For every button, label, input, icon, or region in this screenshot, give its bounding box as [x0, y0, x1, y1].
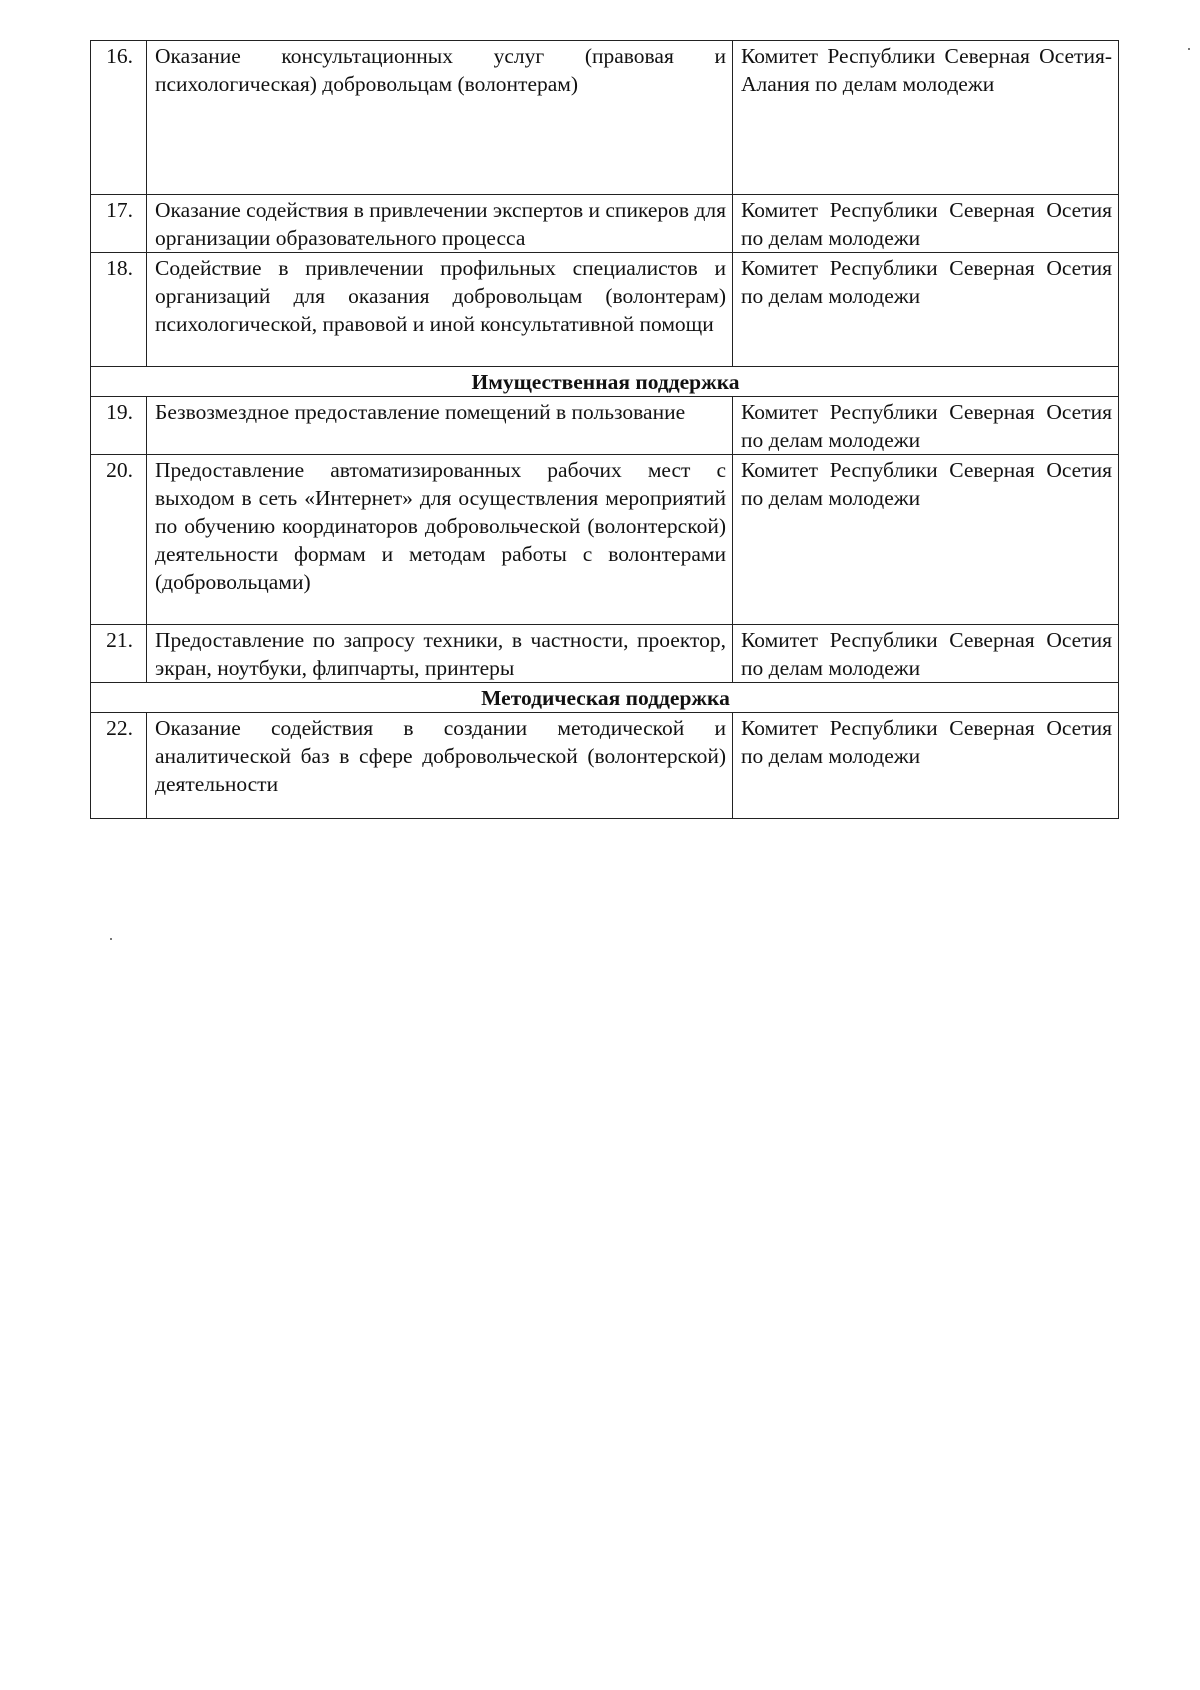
measure-description: Оказание консультационных услуг (правовая и психологическая) добровольцам (волонтерам)	[147, 41, 733, 195]
responsible-body: Комитет Республики Северная Осетия по делам молодежи	[733, 397, 1119, 455]
section-heading: Имущественная поддержка	[91, 367, 1119, 397]
table-row	[91, 455, 1119, 625]
row-number: 17.	[91, 195, 147, 253]
measure-description: Содействие в привлечении профильных специалистов и организаций для оказания добровольцам (волонтерам) психологической, правовой и иной консультативной помощи	[147, 253, 733, 367]
table-row	[91, 41, 1119, 195]
measure-description: Предоставление автоматизированных рабочих мест с выходом в сеть «Интернет» для осуществления мероприятий по обучению координаторов добровольческой (волонтерской) деятельности формам и методам работы с волонтерами (добровольцами)	[147, 455, 733, 625]
section-heading: Методическая поддержка	[91, 683, 1119, 713]
scan-speck	[110, 938, 112, 940]
row-number: 16.	[91, 41, 147, 195]
measures-table	[90, 40, 1119, 819]
responsible-body: Комитет Республики Северная Осетия-Алания по делам молодежи	[733, 41, 1119, 195]
row-number: 22.	[91, 713, 147, 819]
table-row	[91, 253, 1119, 367]
responsible-body: Комитет Республики Северная Осетия по делам молодежи	[733, 253, 1119, 367]
responsible-body: Комитет Республики Северная Осетия по делам молодежи	[733, 713, 1119, 819]
responsible-body: Комитет Республики Северная Осетия по делам молодежи	[733, 455, 1119, 625]
measure-description: Безвозмездное предоставление помещений в пользование	[147, 397, 733, 455]
responsible-body: Комитет Республики Северная Осетия по делам молодежи	[733, 195, 1119, 253]
section-header-row	[91, 367, 1119, 397]
table-row	[91, 397, 1119, 455]
scan-speck	[1188, 48, 1190, 50]
row-number: 18.	[91, 253, 147, 367]
measure-description: Оказание содействия в привлечении экспертов и спикеров для организации образовательного процесса	[147, 195, 733, 253]
table-row	[91, 713, 1119, 819]
measure-description: Предоставление по запросу техники, в частности, проектор, экран, ноутбуки, флипчарты, принтеры	[147, 625, 733, 683]
row-number: 21.	[91, 625, 147, 683]
row-number: 19.	[91, 397, 147, 455]
section-header-row	[91, 683, 1119, 713]
table-row	[91, 195, 1119, 253]
row-number: 20.	[91, 455, 147, 625]
table-row	[91, 625, 1119, 683]
measure-description: Оказание содействия в создании методической и аналитической баз в сфере добровольческой (волонтерской) деятельности	[147, 713, 733, 819]
responsible-body: Комитет Республики Северная Осетия по делам молодежи	[733, 625, 1119, 683]
